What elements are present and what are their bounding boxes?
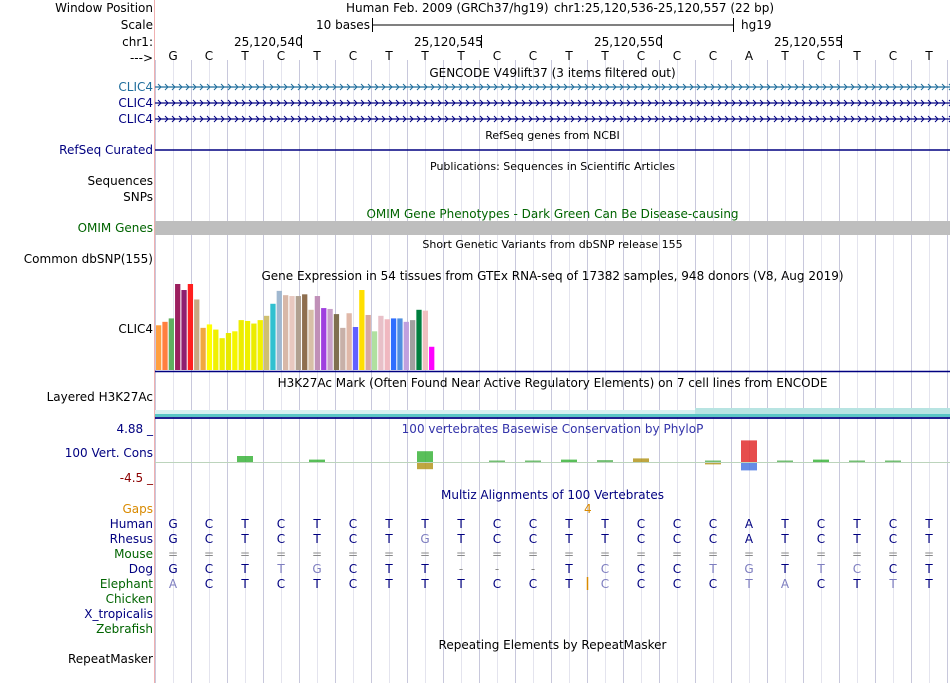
alignment-base: T (565, 562, 573, 576)
title-dbsnp: Short Genetic Variants from dbSNP release 155 (422, 238, 683, 251)
dna-base: A (744, 49, 754, 63)
alignment-base: - (494, 562, 500, 576)
gtex-tissue-bar (334, 314, 339, 370)
alignment-base: T (421, 517, 429, 531)
label-strand-arrow: ---> (129, 51, 153, 65)
alignment-base: C (888, 532, 898, 546)
gtex-tissue-bar (200, 328, 205, 370)
alignment-base: = (275, 547, 287, 561)
alignment-base: = (563, 547, 575, 561)
alignment-base: T (565, 517, 573, 531)
dna-base: C (528, 49, 538, 63)
dna-base: T (241, 49, 249, 63)
title-gtex: Gene Expression in 54 tissues from GTEx RNA-seq of 17382 samples, 948 donors (V8, Aug 2019) (261, 269, 844, 283)
dna-base: T (925, 49, 933, 63)
track-label-gaps[interactable]: Gaps (122, 502, 153, 516)
gtex-tissue-bar (397, 318, 402, 370)
gaps-count: 4 (584, 502, 592, 516)
alignment-base: G (420, 532, 430, 546)
alignment-base: C (492, 577, 502, 591)
gtex-tissue-bar (385, 319, 390, 370)
dna-base: T (385, 49, 393, 63)
gtex-tissue-bar (239, 320, 244, 370)
alignment-base: C (204, 577, 214, 591)
alignment-base: C (816, 517, 826, 531)
gtex-tissue-bar (156, 325, 161, 370)
alignment-base: C (528, 577, 538, 591)
dna-base: G (168, 49, 178, 63)
alignment-base: A (744, 532, 754, 546)
alignment-base: = (311, 547, 323, 561)
alignment-base: C (204, 562, 214, 576)
gtex-tissue-bar (207, 324, 212, 370)
gtex-tissue-bar (162, 322, 167, 370)
dna-base: C (492, 49, 502, 63)
gtex-tissue-bar (327, 309, 332, 370)
phylop-bar (813, 460, 829, 462)
gtex-tissue-bar (289, 296, 294, 370)
scale-text: 10 bases (316, 18, 370, 32)
assembly-name: Human Feb. 2009 (GRCh37/hg19) (346, 1, 549, 15)
track-label-sequences[interactable]: Sequences (87, 174, 153, 188)
alignment-base: T (313, 532, 321, 546)
alignment-base: A (168, 577, 178, 591)
phylop-bar (237, 456, 253, 462)
cons-axis-min: -4.5 _ (119, 471, 153, 485)
track-label-dbsnp[interactable]: Common dbSNP(155) (23, 252, 153, 266)
phylop-bar (417, 451, 433, 462)
track-label-clic4-1[interactable]: CLIC4 (118, 80, 153, 94)
alignment-base: T (241, 577, 249, 591)
alignment-base: T (421, 562, 429, 576)
gtex-tissue-bar (410, 320, 415, 370)
alignment-base: C (636, 517, 646, 531)
alignment-base: T (745, 577, 753, 591)
alignment-base: = (743, 547, 755, 561)
alignment-base: = (851, 547, 863, 561)
alignment-base: C (492, 532, 502, 546)
alignment-base: C (816, 577, 826, 591)
dna-base: T (313, 49, 321, 63)
alignment-base: = (455, 547, 467, 561)
alignment-base: C (636, 577, 646, 591)
ruler-label: 25,120,550 (594, 35, 663, 49)
alignment-base: = (347, 547, 359, 561)
gtex-tissue-bar (404, 322, 409, 370)
species-label-dog[interactable]: Dog (128, 562, 153, 576)
species-label-elephant[interactable]: Elephant (99, 577, 153, 591)
dna-base: C (276, 49, 286, 63)
label-window-position: Window Position (55, 1, 153, 15)
gtex-tissue-bar (347, 313, 352, 370)
alignment-base: = (923, 547, 935, 561)
alignment-base: = (671, 547, 683, 561)
h3k27ac-signal (155, 414, 950, 417)
alignment-base: = (599, 547, 611, 561)
alignment-base: C (816, 532, 826, 546)
scale-db: hg19 (741, 18, 772, 32)
track-label-omim[interactable]: OMIM Genes (77, 221, 153, 235)
track-label-refseq[interactable]: RefSeq Curated (59, 143, 153, 157)
alignment-base: G (168, 532, 178, 546)
alignment-base: T (781, 517, 789, 531)
gtex-tissue-bar (194, 299, 199, 370)
gtex-tissue-bar (429, 347, 434, 370)
alignment-base: T (781, 532, 789, 546)
alignment-base: T (925, 517, 933, 531)
alignment-base: C (672, 517, 682, 531)
alignment-base: T (853, 577, 861, 591)
dna-base: T (421, 49, 429, 63)
ruler-label: 25,120,540 (234, 35, 303, 49)
alignment-base: C (204, 517, 214, 531)
title-gencode: GENCODE V49lift37 (3 items filtered out) (429, 66, 676, 80)
track-label-clic4-2[interactable]: CLIC4 (118, 96, 153, 110)
title-omim: OMIM Gene Phenotypes - Dark Green Can Be Disease-causing (366, 207, 739, 221)
alignment-base: T (565, 532, 573, 546)
dna-base: T (565, 49, 573, 63)
alignment-base: T (385, 532, 393, 546)
alignment-base: C (708, 577, 718, 591)
alignment-base: G (168, 517, 178, 531)
alignment-base: T (313, 517, 321, 531)
phylop-bar (417, 462, 433, 469)
gtex-tissue-bar (181, 290, 186, 370)
gtex-tissue-bar (277, 291, 282, 370)
alignment-base: C (528, 532, 538, 546)
alignment-base: C (204, 532, 214, 546)
alignment-base: C (600, 562, 610, 576)
gtex-tissue-bar (175, 284, 180, 370)
species-label-zebrafish[interactable]: Zebrafish (96, 622, 153, 636)
gtex-tissue-bar (391, 318, 396, 370)
alignment-base: T (421, 577, 429, 591)
track-label-clic4-3[interactable]: CLIC4 (118, 112, 153, 126)
alignment-base: = (383, 547, 395, 561)
phylop-bar (741, 440, 757, 462)
alignment-base: C (672, 562, 682, 576)
dna-base: C (708, 49, 718, 63)
phylop-bar (489, 461, 505, 463)
dna-base: C (204, 49, 214, 63)
phylop-bar (777, 461, 793, 463)
title-multiz: Multiz Alignments of 100 Vertebrates (440, 488, 665, 502)
alignment-base: C (888, 517, 898, 531)
alignment-base: T (601, 532, 609, 546)
dna-base: T (601, 49, 609, 63)
alignment-base: T (241, 517, 249, 531)
alignment-base: C (348, 517, 358, 531)
gtex-tissue-bar (283, 295, 288, 370)
phylop-bar (561, 460, 577, 462)
gtex-tissue-bar (340, 328, 345, 370)
alignment-base: T (241, 562, 249, 576)
alignment-base: T (853, 517, 861, 531)
alignment-base: C (636, 562, 646, 576)
phylop-bar (849, 461, 865, 463)
alignment-base: T (709, 562, 717, 576)
gtex-tissue-bar (296, 296, 301, 370)
alignment-base: C (636, 532, 646, 546)
phylop-bar (885, 461, 901, 463)
alignment-base: = (815, 547, 827, 561)
label-chr: chr1: (122, 35, 153, 49)
omim-bar (155, 221, 950, 235)
alignment-base: C (528, 517, 538, 531)
track-label-h3k27ac[interactable]: Layered H3K27Ac (46, 390, 153, 404)
alignment-base: = (527, 547, 539, 561)
alignment-base: = (707, 547, 719, 561)
alignment-base: T (241, 532, 249, 546)
gtex-tissue-bar (188, 284, 193, 370)
alignment-base: T (853, 532, 861, 546)
alignment-base: C (276, 517, 286, 531)
species-label-human[interactable]: Human (109, 517, 153, 531)
gtex-tissue-bar (213, 330, 218, 370)
alignment-base: C (348, 577, 358, 591)
phylop-bar (741, 462, 757, 470)
gtex-tissue-bar (315, 296, 320, 370)
alignment-base: G (168, 562, 178, 576)
species-label-x_tropicalis[interactable]: X_tropicalis (84, 607, 153, 621)
species-label-mouse[interactable]: Mouse (114, 547, 153, 561)
gtex-tissue-bar (226, 333, 231, 370)
alignment-base: = (419, 547, 431, 561)
alignment-base: T (925, 562, 933, 576)
phylop-bar (525, 461, 541, 463)
alignment-base: T (565, 577, 573, 591)
alignment-base: T (385, 517, 393, 531)
track-label-gtex-clic4[interactable]: CLIC4 (118, 322, 153, 336)
alignment-base: T (925, 577, 933, 591)
track-label-snps[interactable]: SNPs (123, 190, 153, 204)
phylop-bar (597, 460, 613, 462)
alignment-base: T (817, 562, 825, 576)
dna-base: C (816, 49, 826, 63)
alignment-base: C (492, 517, 502, 531)
gtex-tissue-bar (359, 290, 364, 370)
title-repeatmasker: Repeating Elements by RepeatMasker (438, 638, 667, 652)
dna-base: C (888, 49, 898, 63)
alignment-base: = (167, 547, 179, 561)
alignment-base: A (744, 517, 754, 531)
species-label-chicken[interactable]: Chicken (105, 592, 153, 606)
track-label-vert-cons[interactable]: 100 Vert. Cons (64, 446, 153, 460)
gtex-tissue-bar (232, 331, 237, 370)
alignment-base: = (635, 547, 647, 561)
gtex-tissue-bar (264, 316, 269, 370)
gtex-tissue-bar (169, 318, 174, 370)
gtex-tissue-bar (321, 308, 326, 370)
species-label-rhesus[interactable]: Rhesus (109, 532, 153, 546)
title-refseq: RefSeq genes from NCBI (485, 129, 620, 142)
alignment-base: C (672, 577, 682, 591)
alignment-base: T (925, 532, 933, 546)
title-publications: Publications: Sequences in Scientific Articles (430, 160, 675, 173)
alignment-base: T (385, 562, 393, 576)
title-phylop: 100 vertebrates Basewise Conservation by PhyloP (401, 422, 704, 436)
gtex-tissue-bar (220, 338, 225, 370)
alignment-base: = (239, 547, 251, 561)
gtex-tissue-bar (270, 304, 275, 370)
alignment-base: T (313, 577, 321, 591)
gtex-tissue-bar (423, 311, 428, 370)
track-label-repeatmasker[interactable]: RepeatMasker (67, 652, 153, 666)
alignment-base: A (780, 577, 790, 591)
alignment-base: - (458, 562, 464, 576)
alignment-base: C (708, 517, 718, 531)
alignment-base: C (672, 532, 682, 546)
alignment-base: G (312, 562, 322, 576)
window-position-text: chr1:25,120,536-25,120,557 (22 bp) (554, 1, 775, 15)
dna-base: T (457, 49, 465, 63)
alignment-base: T (889, 577, 897, 591)
alignment-base: C (600, 577, 610, 591)
alignment-base: - (530, 562, 536, 576)
alignment-base: C (852, 562, 862, 576)
alignment-base: C (348, 532, 358, 546)
gtex-tissue-bar (353, 327, 358, 370)
alignment-base: T (781, 562, 789, 576)
gtex-tissue-bar (245, 321, 250, 370)
phylop-bar (705, 461, 721, 463)
label-scale: Scale (120, 18, 153, 32)
gtex-tissue-bar (258, 320, 263, 370)
alignment-base: T (385, 577, 393, 591)
dna-base: C (348, 49, 358, 63)
gtex-tissue-bar (372, 331, 377, 370)
alignment-base: C (276, 577, 286, 591)
ruler-label: 25,120,555 (774, 35, 843, 49)
phylop-bar (633, 458, 649, 462)
alignment-base: = (779, 547, 791, 561)
gtex-tissue-bar (251, 324, 256, 370)
dna-base: C (636, 49, 646, 63)
phylop-bar (309, 460, 325, 462)
dna-base: C (672, 49, 682, 63)
alignment-base: T (457, 532, 465, 546)
gtex-tissue-bar (378, 316, 383, 370)
alignment-base: = (203, 547, 215, 561)
ruler-label: 25,120,545 (414, 35, 483, 49)
title-h3k27ac: H3K27Ac Mark (Often Found Near Active Regulatory Elements) on 7 cell lines from ENCODE (277, 376, 828, 390)
alignment-base: = (491, 547, 503, 561)
alignment-base: T (277, 562, 285, 576)
cons-axis-max: 4.88 _ (116, 422, 153, 436)
alignment-base: T (457, 517, 465, 531)
gtex-tissue-bar (302, 294, 307, 370)
alignment-base: = (887, 547, 899, 561)
alignment-base: C (708, 532, 718, 546)
dna-base: T (853, 49, 861, 63)
gtex-tissue-bar (366, 315, 371, 370)
alignment-base: T (457, 577, 465, 591)
gtex-tissue-bar (416, 310, 421, 370)
dna-base: T (781, 49, 789, 63)
gtex-tissue-bar (308, 310, 313, 370)
alignment-base: C (276, 532, 286, 546)
alignment-base: C (348, 562, 358, 576)
alignment-base: T (601, 517, 609, 531)
alignment-base: G (744, 562, 754, 576)
alignment-base: C (888, 562, 898, 576)
